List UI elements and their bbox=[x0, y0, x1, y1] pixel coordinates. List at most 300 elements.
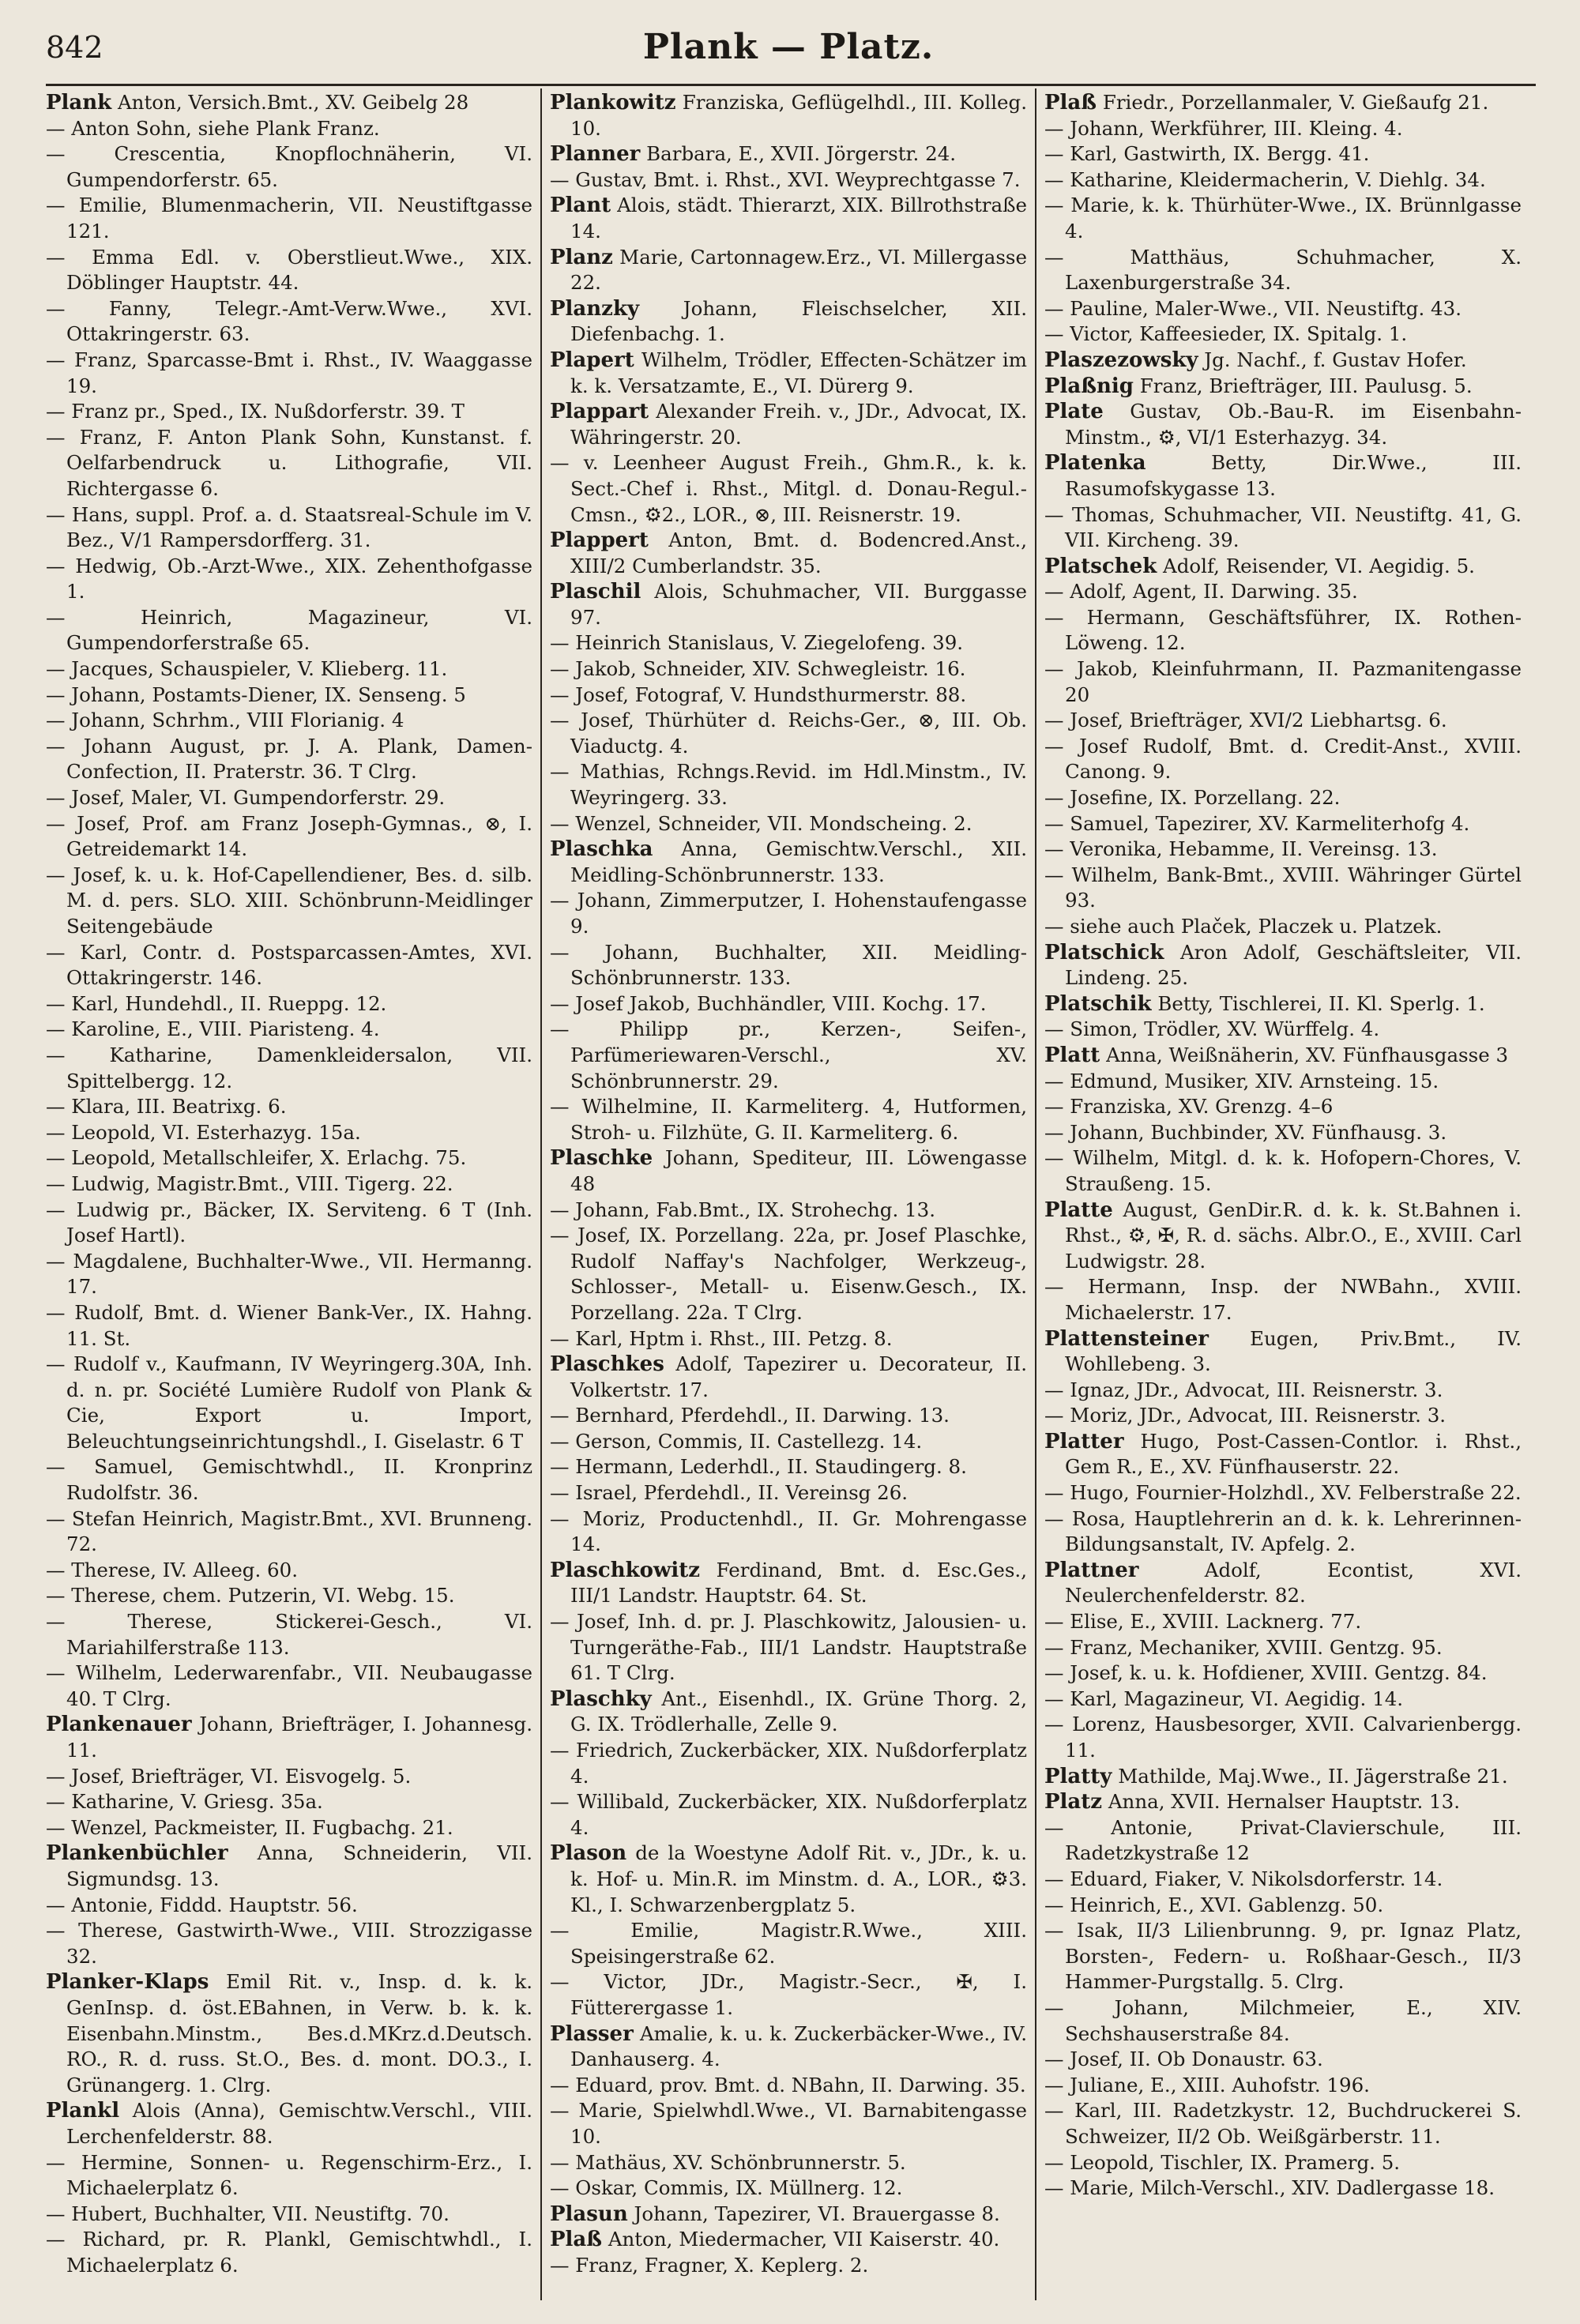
entry-surname: Plappert bbox=[550, 528, 649, 553]
directory-entry bbox=[550, 1506, 1027, 1558]
entry-text: — Willibald, Zuckerbäcker, XIX. Nußdorferplatz 4. bbox=[550, 1790, 1027, 1839]
directory-entry bbox=[1044, 1764, 1522, 1790]
entry-text: — Johann, Buchhalter, XII. Meidling-Schönbrunnerstr. 133. bbox=[550, 940, 1027, 990]
page-header bbox=[46, 24, 1531, 85]
entry-text: Johann, Spediteur, III. Löwengasse 48 bbox=[570, 1146, 1027, 1195]
directory-entry bbox=[46, 2227, 532, 2278]
entry-text: — Marie, Milch-Verschl., XIV. Dadlergasse 18. bbox=[1044, 2176, 1495, 2200]
entry-text: Anton, Versich.Bmt., XV. Geibelg 28 bbox=[111, 91, 469, 114]
directory-entry bbox=[1044, 991, 1522, 1017]
entry-text: Anton, Bmt. d. Bodencred.Anst., XIII/2 Cumberlandstr. 35. bbox=[570, 528, 1027, 577]
entry-text: — Victor, Kaffeesieder, IX. Spitalg. 1. bbox=[1044, 322, 1408, 346]
entry-text: — Marie, Spielwhdl.Wwe., VI. Barnabitengasse 10. bbox=[550, 2099, 1027, 2148]
directory-entry bbox=[550, 1429, 1027, 1455]
directory-entry bbox=[46, 1094, 532, 1120]
entry-text: — Antonie, Fiddd. Hauptstr. 56. bbox=[46, 1893, 358, 1916]
entry-text: — Johann, Milchmeier, E., XIV. Sechshauserstraße 84. bbox=[1044, 1995, 1522, 2045]
directory-entry bbox=[46, 1660, 532, 1712]
entry-surname: Plaschil bbox=[550, 580, 641, 604]
directory-entry bbox=[1044, 2175, 1522, 2202]
directory-entry bbox=[1044, 2150, 1522, 2176]
directory-entry bbox=[46, 811, 532, 863]
directory-entry bbox=[46, 785, 532, 811]
entry-text: — Hubert, Buchhalter, VII. Neustiftg. 70. bbox=[46, 2202, 450, 2225]
directory-entry bbox=[1044, 374, 1522, 400]
directory-entry bbox=[1044, 1789, 1522, 1815]
entry-text: — Leopold, Tischler, IX. Pramerg. 5. bbox=[1044, 2150, 1401, 2174]
entry-text: de la Woestyne Adolf Rit. v., JDr., k. u. k. Hof- u. Min.R. im Minstm. d. A., LOR., ⚙3. Kl., I. Schwarzenbergplatz 5. bbox=[570, 1841, 1027, 1916]
directory-entry bbox=[46, 1969, 532, 2098]
entry-text: Aron Adolf, Geschäftsleiter, VII. Lindeng. 25. bbox=[1065, 940, 1522, 990]
entry-text: — Ignaz, JDr., Advocat, III. Reisnerstr. 3. bbox=[1044, 1378, 1443, 1401]
entry-surname: Platty bbox=[1044, 1764, 1112, 1788]
entry-text: — Franz, Fragner, X. Keplerg. 2. bbox=[550, 2253, 869, 2277]
directory-entry bbox=[550, 1403, 1027, 1429]
entry-text: — Mathias, Rchngs.Revid. im Hdl.Minstm., IV. Weyringerg. 33. bbox=[550, 760, 1027, 810]
entry-text: — Rudolf, Bmt. d. Wiener Bank-Ver., IX. Hahng. 11. St. bbox=[46, 1300, 532, 1350]
entry-text: Anton, Miedermacher, VII Kaiserstr. 40. bbox=[602, 2228, 1000, 2251]
entry-text: Alois, städt. Thierarzt, XIX. Billrothstraße 14. bbox=[570, 194, 1027, 243]
directory-entry bbox=[550, 1094, 1027, 1145]
directory-entry bbox=[46, 1198, 532, 1249]
entry-text: Anna, Gemischtw.Verschl., XII. Meidling-Schönbrunnerstr. 133. bbox=[570, 837, 1027, 886]
directory-entry bbox=[46, 141, 532, 193]
directory-entry bbox=[550, 1841, 1027, 1918]
entry-surname: Plankowitz bbox=[550, 91, 676, 115]
entry-text: — v. Leenheer August Freih., Ghm.R., k. k. Sect.-Chef i. Rhst., Mitgl. d. Donau-Regul.-Cmsn., ⚙2., LOR., ⊗, III. Reisnerstr. 19. bbox=[550, 451, 1027, 526]
directory-entry bbox=[1044, 2073, 1522, 2099]
directory-entry bbox=[1044, 245, 1522, 296]
directory-entry bbox=[550, 1352, 1027, 1403]
entry-text: — Isak, II/3 Lilienbrunng. 9, pr. Ignaz Platz, Borsten-, Federn- u. Roßhaar-Gesch., II/3 Hammer-Purgstallg. 5. Clrg. bbox=[1044, 1919, 1522, 1994]
directory-entry bbox=[46, 1454, 532, 1506]
entry-text: — Elise, E., XVIII. Lacknerg. 77. bbox=[1044, 1610, 1362, 1634]
directory-entry bbox=[46, 1043, 532, 1094]
directory-entry bbox=[1044, 1043, 1522, 1069]
entry-text: — Johann, Fab.Bmt., IX. Strohechg. 13. bbox=[550, 1198, 936, 1221]
directory-entry bbox=[46, 1712, 532, 1763]
entry-text: — Wilhelmine, II. Karmeliterg. 4, Hutformen, Stroh- u. Filzhüte, G. II. Karmeliterg. 6. bbox=[550, 1095, 1027, 1144]
directory-entry bbox=[1044, 579, 1522, 605]
directory-entry bbox=[1044, 348, 1522, 374]
entry-text: — Therese, IV. Alleeg. 60. bbox=[46, 1558, 299, 1581]
page-number: 842 bbox=[46, 30, 103, 65]
directory-entry bbox=[46, 116, 532, 142]
directory-entry bbox=[550, 2227, 1027, 2253]
entry-text: — Rudolf v., Kaufmann, IV Weyringerg.30A, Inh. d. n. pr. Société Lumière Rudolf von Plank & Cie, Export u. Import, Beleuchtungseinrichtungshdl., I. Giselastr. 6 T bbox=[46, 1352, 532, 1453]
entry-text: — Hedwig, Ob.-Arzt-Wwe., XIX. Zehenthofgasse 1. bbox=[46, 554, 532, 604]
entry-surname: Planker-Klaps bbox=[46, 1970, 209, 1995]
entry-text: — Magdalene, Buchhalter-Wwe., VII. Hermanng. 17. bbox=[46, 1249, 532, 1299]
directory-entry bbox=[46, 1017, 532, 1043]
directory-entry bbox=[550, 888, 1027, 939]
entry-text: Alois (Anna), Gemischtw.Verschl., VIII. Lerchenfelderstr. 88. bbox=[66, 2099, 532, 2148]
entry-text: — Adolf, Agent, II. Darwing. 35. bbox=[1044, 580, 1358, 604]
entry-text: — Johann August, pr. J. A. Plank, Damen-Confection, II. Praterstr. 36. T Clrg. bbox=[46, 734, 532, 784]
entry-surname: Plant bbox=[550, 194, 611, 218]
entry-text: — Emilie, Blumenmacherin, VII. Neustiftgasse 121. bbox=[46, 194, 532, 243]
entry-text: Alois, Schuhmacher, VII. Burggasse 97. bbox=[570, 580, 1027, 629]
directory-entry bbox=[1044, 605, 1522, 656]
entry-text: — Friedrich, Zuckerbäcker, XIX. Nußdorferplatz 4. bbox=[550, 1739, 1027, 1788]
directory-entry bbox=[46, 1145, 532, 1171]
entry-text: — Samuel, Tapezirer, XV. Karmeliterhofg 4. bbox=[1044, 811, 1470, 835]
entry-surname: Planz bbox=[550, 245, 613, 269]
entry-text: — Josef Rudolf, Bmt. d. Credit-Anst., XVIII. Canong. 9. bbox=[1044, 734, 1522, 784]
entry-text: Johann, Briefträger, I. Johannesg. 11. bbox=[66, 1713, 532, 1762]
directory-entry bbox=[1044, 296, 1522, 322]
entry-text: Emil Rit. v., Insp. d. k. k. GenInsp. d. öst.EBahnen, in Verw. b. k. k. Eisenbahn.Minstm., Bes.d.MKrz.d.Deutsch. RO., R. d. russ. St.O., Bes. d. mont. DO.3., I. Grünangerg. 1. Clrg. bbox=[66, 1970, 532, 2096]
directory-entry bbox=[550, 348, 1027, 399]
entry-surname: Planzky bbox=[550, 296, 640, 321]
entry-text: Franz, Briefträger, III. Paulusg. 5. bbox=[1134, 374, 1473, 397]
directory-entry bbox=[1044, 1506, 1522, 1558]
entry-text: — Emilie, Magistr.R.Wwe., XIII. Speisingerstraße 62. bbox=[550, 1919, 1027, 1968]
entry-text: — Antonie, Privat-Clavierschule, III. Radetzkystraße 12 bbox=[1044, 1815, 1522, 1865]
directory-entry bbox=[46, 399, 532, 425]
entry-text: — Franz, F. Anton Plank Sohn, Kunstanst. f. Oelfarbendruck u. Lithografie, VII. Richtergasse 6. bbox=[46, 425, 532, 500]
directory-entry bbox=[1044, 193, 1522, 244]
directory-entry bbox=[550, 683, 1027, 709]
entry-surname: Platschik bbox=[1044, 991, 1152, 1016]
entry-surname: Plankenbüchler bbox=[46, 1841, 228, 1866]
directory-entry bbox=[1044, 1893, 1522, 1919]
entry-text: — Matthäus, Schuhmacher, X. Laxenburgerstraße 34. bbox=[1044, 245, 1522, 295]
directory-entry bbox=[46, 1558, 532, 1584]
entry-text: — Josef, Maler, VI. Gumpendorferstr. 29. bbox=[46, 786, 446, 810]
entry-text: — Marie, k. k. Thürhüter-Wwe., IX. Brünnlgasse 4. bbox=[1044, 194, 1522, 243]
entry-text: — Mathäus, XV. Schönbrunnerstr. 5. bbox=[550, 2150, 906, 2174]
directory-entry bbox=[46, 1841, 532, 1892]
entry-surname: Plaß bbox=[1044, 91, 1097, 115]
column-2 bbox=[540, 88, 1035, 2300]
directory-entry bbox=[1044, 1660, 1522, 1687]
entry-text: Barbara, E., XVII. Jörgerstr. 24. bbox=[640, 142, 957, 166]
directory-entry bbox=[46, 193, 532, 244]
directory-entry bbox=[1044, 1069, 1522, 1095]
entry-text: — Victor, JDr., Magistr.-Secr., ✠, I. Fütterergasse 1. bbox=[550, 1970, 1027, 2019]
directory-entry bbox=[1044, 2047, 1522, 2073]
entry-text: Jg. Nachf., f. Gustav Hofer. bbox=[1198, 348, 1467, 371]
directory-entry bbox=[1044, 1687, 1522, 1713]
directory-entry bbox=[46, 296, 532, 348]
directory-entry bbox=[46, 2150, 532, 2202]
directory-entry bbox=[46, 1249, 532, 1300]
directory-entry bbox=[550, 656, 1027, 683]
directory-entry bbox=[1044, 811, 1522, 837]
entry-text: — Klara, III. Beatrixg. 6. bbox=[46, 1095, 287, 1119]
entry-surname: Platz bbox=[1044, 1790, 1103, 1814]
directory-entry bbox=[1044, 322, 1522, 348]
entry-text: — Hugo, Fournier-Holzhdl., XV. Felberstraße 22. bbox=[1044, 1481, 1522, 1505]
entry-surname: Platt bbox=[1044, 1043, 1100, 1067]
directory-entry bbox=[46, 2202, 532, 2228]
entry-text: — Karl, III. Radetzkystr. 12, Buchdruckerei S. Schweizer, II/2 Ob. Weißgärberstr. 11. bbox=[1044, 2099, 1522, 2148]
entry-text: — Wilhelm, Lederwarenfabr., VII. Neubaugasse 40. T Clrg. bbox=[46, 1661, 532, 1710]
column-3 bbox=[1035, 88, 1529, 2300]
directory-entry bbox=[46, 1815, 532, 1841]
entry-text: — Franz, Mechaniker, XVIII. Gentzg. 95. bbox=[1044, 1635, 1443, 1659]
entry-text: — Stefan Heinrich, Magistr.Bmt., XVI. Brunneng. 72. bbox=[46, 1506, 532, 1556]
entry-text: — Heinrich Stanislaus, V. Ziegelofeng. 39. bbox=[550, 631, 964, 655]
entry-text: — Ludwig, Magistr.Bmt., VIII. Tigerg. 22. bbox=[46, 1171, 453, 1195]
directory-entry bbox=[550, 1558, 1027, 1609]
entry-text: — Simon, Trödler, XV. Würffelg. 4. bbox=[1044, 1017, 1380, 1041]
entry-text: — Hans, suppl. Prof. a. d. Staatsreal-Schule im V. Bez., V/1 Rampersdorfferg. 31. bbox=[46, 502, 532, 552]
entry-text: — siehe auch Plaček, Placzek u. Platzek. bbox=[1044, 915, 1443, 938]
directory-entry bbox=[46, 605, 532, 656]
entry-text: August, GenDir.R. d. k. k. St.Bahnen i. Rhst., ⚙, ✠, R. d. sächs. Albr.O., E., XVIII. Carl Ludwigstr. 28. bbox=[1065, 1198, 1522, 1273]
entry-text: — Heinrich, E., XVI. Gablenzg. 50. bbox=[1044, 1893, 1384, 1916]
entry-text: — Moriz, Productenhdl., II. Gr. Mohrengasse 14. bbox=[550, 1506, 1027, 1556]
directory-entry bbox=[1044, 940, 1522, 991]
entry-surname: Plattner bbox=[1044, 1558, 1139, 1582]
directory-entry bbox=[550, 630, 1027, 656]
directory-entry bbox=[1044, 502, 1522, 554]
directory-entry bbox=[46, 991, 532, 1017]
entry-text: — Therese, Stickerei-Gesch., VI. Mariahilferstraße 113. bbox=[46, 1610, 532, 1659]
entry-text: — Jakob, Kleinfuhrmann, II. Pazmanitengasse 20 bbox=[1044, 657, 1522, 706]
directory-entry bbox=[550, 1223, 1027, 1326]
directory-entry bbox=[1044, 1429, 1522, 1480]
entry-text: — Josef, k. u. k. Hof-Capellendiener, Bes. d. silb. M. d. pers. SLO. XIII. Schönbrunn-Meidlinger Seitengebäude bbox=[46, 863, 532, 938]
entry-text: Gustav, Ob.-Bau-R. im Eisenbahn-Minstm., ⚙, VI/1 Esterhazyg. 34. bbox=[1065, 400, 1522, 449]
entry-surname: Plaschky bbox=[550, 1687, 652, 1711]
entry-text: — Johann, Zimmerputzer, I. Hohenstaufengasse 9. bbox=[550, 889, 1027, 938]
entry-surname: Plankenauer bbox=[46, 1713, 192, 1737]
entry-surname: Plaß bbox=[550, 2228, 603, 2252]
entry-text: — Josef, Inh. d. pr. J. Plaschkowitz, Jalousien- u. Turngeräthe-Fab., III/1 Landstr. Hauptstraße 61. T Clrg. bbox=[550, 1610, 1027, 1685]
directory-entry bbox=[550, 193, 1027, 244]
entry-surname: Planner bbox=[550, 142, 641, 167]
entry-text: Anna, XVII. Hernalser Hauptstr. 13. bbox=[1102, 1790, 1460, 1814]
entry-text: Anna, Weißnäherin, XV. Fünfhausgasse 3 bbox=[1100, 1043, 1509, 1066]
directory-entry bbox=[550, 90, 1027, 141]
directory-entry bbox=[46, 1120, 532, 1146]
directory-entry bbox=[1044, 90, 1522, 116]
directory-entry bbox=[46, 1918, 532, 1969]
entry-surname: Platschek bbox=[1044, 554, 1157, 578]
directory-entry bbox=[550, 2202, 1027, 2228]
directory-entry bbox=[1044, 2098, 1522, 2149]
entry-text: — Franz pr., Sped., IX. Nußdorferstr. 39. T bbox=[46, 400, 465, 423]
entry-text: Wilhelm, Trödler, Effecten-Schätzer im k. k. Versatzamte, E., VI. Dürerg 9. bbox=[570, 348, 1027, 397]
directory-entry bbox=[550, 1738, 1027, 1789]
directory-entry bbox=[1044, 1274, 1522, 1326]
entry-text: — Lorenz, Hausbesorger, XVII. Calvarienbergg. 11. bbox=[1044, 1713, 1522, 1762]
entry-text: — Josef, Briefträger, VI. Eisvogelg. 5. bbox=[46, 1764, 412, 1788]
entry-text: — Josef, II. Ob Donaustr. 63. bbox=[1044, 2048, 1323, 2071]
entry-text: — Richard, pr. R. Plankl, Gemischtwhdl., I. Michaelerplatz 6. bbox=[46, 2228, 532, 2277]
directory-entry bbox=[550, 245, 1027, 296]
directory-entry bbox=[1044, 1609, 1522, 1635]
directory-entry bbox=[46, 1609, 532, 1660]
entry-text: — Jakob, Schneider, XIV. Schwegleistr. 16. bbox=[550, 657, 966, 681]
directory-entry bbox=[550, 1918, 1027, 1969]
directory-entry bbox=[550, 1454, 1027, 1480]
directory-entry bbox=[550, 399, 1027, 450]
entry-text: — Karl, Contr. d. Postsparcassen-Amtes, XVI. Ottakringerstr. 146. bbox=[46, 940, 532, 990]
entry-text: Betty, Dir.Wwe., III. Rasumofskygasse 13. bbox=[1065, 451, 1522, 500]
directory-entry bbox=[1044, 734, 1522, 785]
directory-entry bbox=[550, 528, 1027, 579]
entry-text: — Karl, Hundehdl., II. Rueppg. 12. bbox=[46, 991, 387, 1015]
directory-entry bbox=[1044, 1017, 1522, 1043]
entry-text: — Oskar, Commis, IX. Müllnerg. 12. bbox=[550, 2176, 903, 2200]
directory-entry bbox=[1044, 1120, 1522, 1146]
entry-surname: Plaszezowsky bbox=[1044, 348, 1198, 372]
entry-surname: Plankl bbox=[46, 2099, 120, 2123]
entry-text: — Hermann, Lederhdl., II. Staudingerg. 8. bbox=[550, 1455, 967, 1479]
directory-entry bbox=[46, 554, 532, 605]
directory-entry bbox=[550, 759, 1027, 810]
directory-entry bbox=[550, 141, 1027, 167]
entry-text: — Wilhelm, Bank-Bmt., XVIII. Währinger Gürtel 93. bbox=[1044, 863, 1522, 912]
entry-text: — Leopold, VI. Esterhazyg. 15a. bbox=[46, 1120, 361, 1144]
directory-entry bbox=[46, 1893, 532, 1919]
entry-text: — Wenzel, Packmeister, II. Fugbachg. 21. bbox=[46, 1815, 453, 1839]
entry-text: — Veronika, Hebamme, II. Vereinsg. 13. bbox=[1044, 837, 1438, 861]
directory-entry bbox=[550, 1609, 1027, 1687]
entry-text: Betty, Tischlerei, II. Kl. Sperlg. 1. bbox=[1151, 991, 1485, 1015]
directory-entry bbox=[46, 1352, 532, 1454]
entry-surname: Plaßnig bbox=[1044, 374, 1134, 398]
directory-entry bbox=[550, 2021, 1027, 2073]
directory-entry bbox=[550, 450, 1027, 528]
entry-text: — Emma Edl. v. Oberstlieut.Wwe., XIX. Döblinger Hauptstr. 44. bbox=[46, 245, 532, 295]
directory-entry bbox=[46, 863, 532, 940]
directory-entry bbox=[1044, 167, 1522, 194]
directory-entry bbox=[550, 2253, 1027, 2279]
directory-entry bbox=[550, 708, 1027, 759]
directory-entry bbox=[46, 90, 532, 116]
entry-text: — Franziska, XV. Grenzg. 4–6 bbox=[1044, 1095, 1334, 1119]
entry-text: — Thomas, Schuhmacher, VII. Neustiftg. 41, G. VII. Kircheng. 39. bbox=[1044, 502, 1522, 552]
directory-entry bbox=[1044, 1995, 1522, 2047]
entry-surname: Plaschka bbox=[550, 837, 653, 862]
entry-surname: Plate bbox=[1044, 400, 1104, 424]
entry-surname: Plapert bbox=[550, 348, 634, 372]
entry-text: — Hermine, Sonnen- u. Regenschirm-Erz., I. Michaelerplatz 6. bbox=[46, 2150, 532, 2200]
entry-text: — Israel, Pferdehdl., II. Vereinsg 26. bbox=[550, 1481, 908, 1505]
columns bbox=[46, 88, 1536, 2300]
entry-text: Anna, Schneiderin, VII. Sigmundsg. 13. bbox=[66, 1841, 532, 1890]
entry-text: — Moriz, JDr., Advocat, III. Reisnerstr. 3. bbox=[1044, 1404, 1446, 1427]
directory-entry bbox=[46, 734, 532, 785]
entry-text: — Katharine, V. Griesg. 35a. bbox=[46, 1790, 323, 1814]
entry-text: Friedr., Porzellanmaler, V. Gießaufg 21. bbox=[1097, 91, 1489, 114]
entry-text: — Hermann, Geschäftsführer, IX. Rothen-Löweng. 12. bbox=[1044, 605, 1522, 655]
entry-text: — Therese, chem. Putzerin, VI. Webg. 15. bbox=[46, 1584, 455, 1608]
entry-text: — Gerson, Commis, II. Castellezg. 14. bbox=[550, 1429, 923, 1453]
directory-entry bbox=[1044, 1378, 1522, 1404]
directory-entry bbox=[46, 245, 532, 296]
entry-text: — Ludwig pr., Bäcker, IX. Serviteng. 6 T (Inh. Josef Hartl). bbox=[46, 1198, 532, 1247]
entry-text: — Pauline, Maler-Wwe., VII. Neustiftg. 43. bbox=[1044, 296, 1462, 320]
entry-text: — Josefine, IX. Porzellang. 22. bbox=[1044, 786, 1341, 810]
directory-entry bbox=[1044, 554, 1522, 580]
entry-text: Amalie, k. u. k. Zuckerbäcker-Wwe., IV. Danhauserg. 4. bbox=[570, 2021, 1027, 2071]
entry-text: — Johann, Postamts-Diener, IX. Senseng. 5 bbox=[46, 683, 466, 706]
entry-text: — Franz, Sparcasse-Bmt i. Rhst., IV. Waaggasse 19. bbox=[46, 348, 532, 397]
directory-entry bbox=[46, 940, 532, 991]
directory-entry bbox=[1044, 1815, 1522, 1867]
directory-entry bbox=[46, 1300, 532, 1352]
directory-entry bbox=[1044, 1403, 1522, 1429]
directory-entry bbox=[1044, 1094, 1522, 1120]
entry-text: — Hermann, Insp. der NWBahn., XVIII. Michaelerstr. 17. bbox=[1044, 1275, 1522, 1324]
entry-text: — Karl, Magazineur, VI. Aegidig. 14. bbox=[1044, 1687, 1404, 1710]
entry-text: Alexander Freih. v., JDr., Advocat, IX. Währingerstr. 20. bbox=[570, 400, 1027, 449]
entry-text: — Wenzel, Schneider, VII. Mondscheing. 2. bbox=[550, 811, 972, 835]
directory-entry bbox=[550, 579, 1027, 630]
entry-text: — Josef Jakob, Buchhändler, VIII. Kochg. 17. bbox=[550, 991, 987, 1015]
entry-text: — Josef, Fotograf, V. Hundsthurmerstr. 88. bbox=[550, 683, 967, 706]
directory-entry bbox=[1044, 450, 1522, 502]
directory-entry bbox=[46, 1171, 532, 1198]
directory-entry bbox=[1044, 708, 1522, 734]
entry-surname: Plaschke bbox=[550, 1146, 653, 1171]
entry-text: — Gustav, Bmt. i. Rhst., XVI. Weyprechtgasse 7. bbox=[550, 167, 1021, 191]
entry-text: Marie, Cartonnagew.Erz., VI. Millergasse 22. bbox=[570, 245, 1027, 295]
entry-text: — Josef, Thürhüter d. Reichs-Ger., ⊗, III. Ob. Viaductg. 4. bbox=[550, 709, 1027, 758]
entry-text: — Josef, Briefträger, XVI/2 Liebhartsg. 6. bbox=[1044, 709, 1447, 732]
entry-text: Adolf, Reisender, VI. Aegidig. 5. bbox=[1157, 554, 1475, 577]
entry-text: — Heinrich, Magazineur, VI. Gumpendorferstraße 65. bbox=[46, 605, 532, 655]
entry-text: — Johann, Buchbinder, XV. Fünfhausg. 3. bbox=[1044, 1120, 1447, 1144]
entry-text: — Anton Sohn, siehe Plank Franz. bbox=[46, 116, 380, 140]
directory-entry bbox=[550, 2073, 1027, 2099]
entry-text: — Fanny, Telegr.-Amt-Verw.Wwe., XVI. Ottakringerstr. 63. bbox=[46, 296, 532, 346]
entry-surname: Plasser bbox=[550, 2021, 634, 2046]
directory-entry bbox=[550, 2098, 1027, 2149]
directory-entry bbox=[1044, 1480, 1522, 1506]
directory-entry bbox=[46, 683, 532, 709]
entry-text: — Karl, Hptm i. Rhst., III. Petzg. 8. bbox=[550, 1326, 893, 1350]
entry-surname: Plaschkowitz bbox=[550, 1558, 701, 1582]
entry-text: — Karl, Gastwirth, IX. Bergg. 41. bbox=[1044, 142, 1370, 166]
entry-text: — Juliane, E., XIII. Auhofstr. 196. bbox=[1044, 2073, 1370, 2096]
entry-surname: Platter bbox=[1044, 1429, 1124, 1453]
directory-entry bbox=[550, 1789, 1027, 1841]
directory-entry bbox=[550, 1017, 1027, 1094]
directory-entry bbox=[550, 2150, 1027, 2176]
entry-text: Eugen, Priv.Bmt., IV. Wohllebeng. 3. bbox=[1065, 1326, 1522, 1376]
entry-text: — Karoline, E., VIII. Piaristeng. 4. bbox=[46, 1017, 380, 1041]
entry-text: — Eduard, Fiaker, V. Nikolsdorferstr. 14. bbox=[1044, 1867, 1443, 1890]
entry-surname: Plaschkes bbox=[550, 1352, 664, 1377]
entry-surname: Platte bbox=[1044, 1198, 1113, 1222]
directory-entry bbox=[1044, 785, 1522, 811]
entry-surname: Plason bbox=[550, 1841, 627, 1866]
directory-entry bbox=[1044, 656, 1522, 708]
entry-text: Adolf, Tapezirer u. Decorateur, II. Volkertstr. 17. bbox=[570, 1352, 1027, 1401]
entry-text: Adolf, Econtist, XVI. Neulerchenfelderstr. 82. bbox=[1065, 1558, 1522, 1608]
directory-entry bbox=[550, 296, 1027, 348]
entry-surname: Plank bbox=[46, 91, 112, 115]
directory-entry bbox=[1044, 837, 1522, 863]
directory-entry bbox=[1044, 1145, 1522, 1197]
directory-entry bbox=[46, 348, 532, 399]
directory-entry bbox=[550, 1969, 1027, 2021]
directory-entry bbox=[550, 940, 1027, 991]
entry-text: — Jacques, Schauspieler, V. Klieberg. 11. bbox=[46, 657, 448, 681]
entry-text: — Crescentia, Knopflochnäherin, VI. Gumpendorferstr. 65. bbox=[46, 142, 532, 191]
directory-entry bbox=[550, 2175, 1027, 2202]
directory-entry bbox=[1044, 1558, 1522, 1609]
directory-entry bbox=[46, 502, 532, 554]
entry-text: — Rosa, Hauptlehrerin an d. k. k. Lehrerinnen-Bildungsanstalt, IV. Apfelg. 2. bbox=[1044, 1506, 1522, 1556]
